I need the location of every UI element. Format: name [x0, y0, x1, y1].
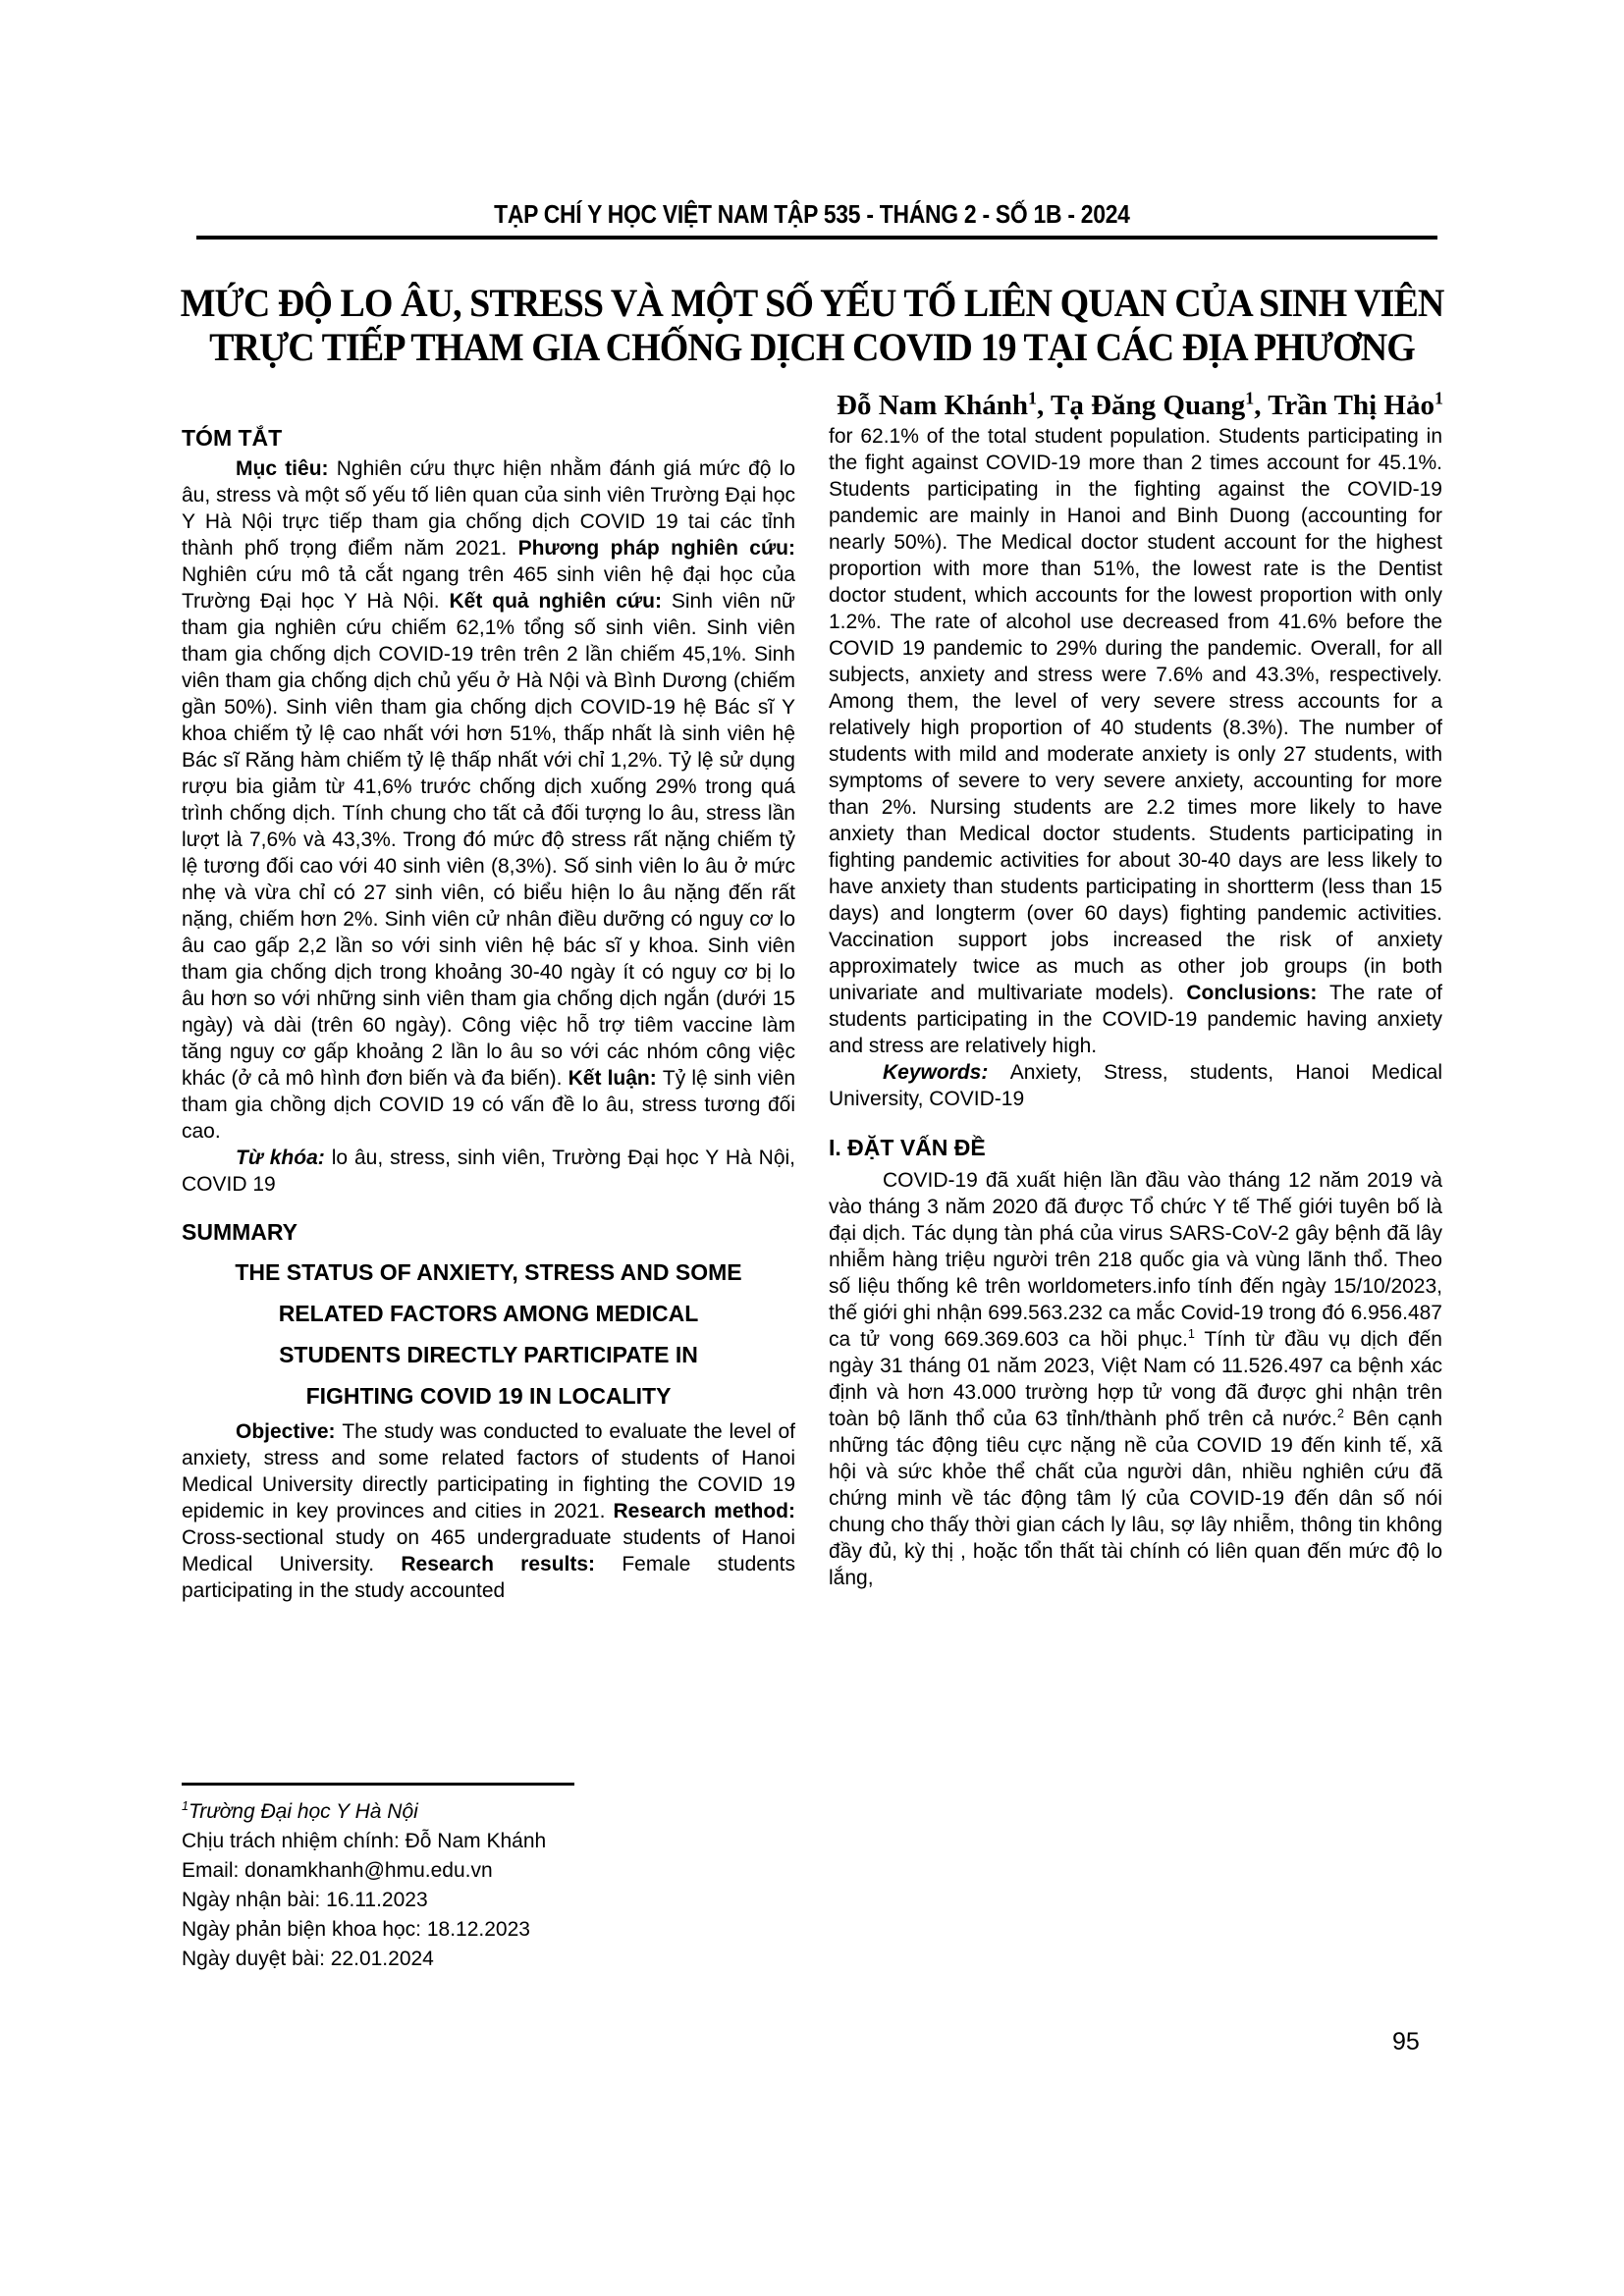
summary-heading: SUMMARY — [182, 1219, 298, 1245]
footnote-line: Chịu trách nhiệm chính: Đỗ Nam Khánh — [182, 1830, 547, 1852]
intro-paragraph: COVID-19 đã xuất hiện lần đầu vào tháng 12 năm 2019 và vào tháng 3 năm 2020 đã được Tổ chức Y tế Thế giới tuyên bố là đại dịch. Tác dụng tàn phá của virus SARS-CoV-2 gây bệnh đã lây nhiễm hàng triệu người trên 218 quốc gia và vùng lãnh thổ. Theo số liệu thống kê trên worldometers.info tính đến ngày 15/10/2023, thế giới ghi nhận 699.563.232 ca mắc Covid-19 trong đó 6.956.487 ca tử vong 669.369.603 ca hồi phục.$^1$ Tính từ đầu vụ dịch đến ngày 31 tháng 01 năm 2023, Việt Nam có 11.526.497 ca bệnh xác định và hơn 43.000 trường hợp tử vong đã được ghi nhận trên toàn bộ lãnh thổ của 63 tỉnh/thành phố trên cả nước.$^2$ Bên cạnh những tác động tiêu cực nặng nề của COVID 19 đến kinh tế, xã hội và sức khỏe thể chất của người dân, nhiều nghiên cứu đã chứng minh về tác động tâm lý của COVID-19 đến dân số nói chung cho thấy thời gian cách ly lâu, sợ lây nhiễm, thông tin không đầy đủ, kỳ thị , hoặc tổn thất tài chính có liên quan đến mức độ lo lắng, — [829, 1169, 1442, 1589]
article-title-line: MỨC ĐỘ LO ÂU, STRESS VÀ MỘT SỐ YẾU TỐ LIÊN QUAN CỦA SINH VIÊN — [180, 281, 1444, 325]
header-rule — [196, 236, 1437, 240]
journal-header — [0, 199, 1624, 230]
right-column — [829, 423, 1442, 1591]
keywords-en: Keywords: Anxiety, Stress, students, Hanoi Medical University, COVID-19 — [829, 1061, 1442, 1110]
abstract-en-part2: for 62.1% of the total student population. Students participating in the fight against COVID-19 more than 2 times account for 45.1%. Students participating in the fighting against the COVID-19 pandemic are mainly in Hanoi and Binh Duong (accounting for nearly 50%). The Medical doctor student account for the highest proportion with more than 51%, the lowest rate is the Dentist doctor student, which accounts for the lowest proportion with only 1.2%. The rate of alcohol use decreased from 41.6% before the COVID 19 pandemic to 29% during the pandemic. Overall, for all subjects, anxiety and stress were 7.6% and 43.3%, respectively. Among them, the level of very severe stress accounts for a relatively high proportion of 40 students (8.3%). The number of students with mild and moderate anxiety is only 27 students, with symptoms of severe to very severe anxiety, accounting for more than 2%. Nursing students are 2.2 times more likely to have anxiety than Medical doctor students. Students participating in fighting pandemic activities for about 30-40 days are less likely to have anxiety than students participating in shortterm (less than 15 days) and longterm (over 60 days) fighting pandemic activities. Vaccination support jobs increased the risk of anxiety approximately twice as much as other job groups (in both univariate and multivariate models). Conclusions: The rate of students participating in the COVID-19 pandemic having anxiety and stress are relatively high. — [829, 425, 1442, 1057]
footnote-line: Ngày phản biện khoa học: 18.12.2023 — [182, 1918, 530, 1941]
summary-title-line: FIGHTING COVID 19 IN LOCALITY — [305, 1383, 672, 1409]
article-title-line: TRỰC TIẾP THAM GIA CHỐNG DỊCH COVID 19 TẠI CÁC ĐỊA PHƯƠNG — [209, 325, 1415, 369]
summary-title-line: STUDENTS DIRECTLY PARTICIPATE IN — [279, 1342, 698, 1367]
footnote-rule — [182, 1783, 574, 1786]
summary-title-line: RELATED FACTORS AMONG MEDICAL — [278, 1301, 699, 1326]
tom-tat-heading: TÓM TẮT — [182, 425, 283, 451]
page-number: 95 — [1392, 2028, 1420, 2056]
summary-title — [182, 1252, 795, 1416]
footnote-line: Ngày duyệt bài: 22.01.2024 — [182, 1948, 434, 1970]
left-column — [182, 423, 795, 1974]
journal-header-text: TẠP CHÍ Y HỌC VIỆT NAM TẬP 535 - THÁNG 2 - SỐ 1B - 2024 — [494, 199, 1130, 229]
footnote-line: Email: donamkhanh@hmu.edu.vn — [182, 1859, 493, 1882]
section-heading-dat-van-de: I. ĐẶT VẤN ĐỀ — [829, 1135, 986, 1160]
keywords-vi: Từ khóa: lo âu, stress, sinh viên, Trường Đại học Y Hà Nội, COVID 19 — [182, 1147, 795, 1196]
footnote — [182, 1783, 795, 1974]
abstract-en-part1: Objective: The study was conducted to evaluate the level of anxiety, stress and some related factors of students of Hanoi Medical University directly participating in fighting the COVID 19 epidemic in key provinces and cities in 2021. Research method: Cross-sectional study on 465 undergraduate students of Hanoi Medical University. Research results: Female students participating in the study accounted — [182, 1420, 795, 1602]
footnote-affiliation: $^1$Trường Đại học Y Hà Nội — [182, 1799, 418, 1823]
footnote-line: Ngày nhận bài: 16.11.2023 — [182, 1889, 428, 1911]
authors-line: Đỗ Nam Khánh$^1$, Tạ Đăng Quang$^1$, Trần Thị Hảo$^1$ — [837, 388, 1443, 421]
footnote-lines — [182, 1827, 795, 1974]
article-title — [40, 281, 1583, 369]
summary-title-line: THE STATUS OF ANXIETY, STRESS AND SOME — [235, 1259, 742, 1285]
abstract-vi-paragraph: Mục tiêu: Nghiên cứu thực hiện nhằm đánh giá mức độ lo âu, stress và một số yếu tố liên quan của sinh viên Trường Đại học Y Hà Nội trực tiếp tham gia chống dịch COVID 19 tai các tỉnh thành phố trọng điểm năm 2021. Phương pháp nghiên cứu: Nghiên cứu mô tả cắt ngang trên 465 sinh viên hệ đại học của Trường Đại học Y Hà Nội. Kết quả nghiên cứu: Sinh viên nữ tham gia nghiên cứu chiếm 62,1% tổng số sinh viên. Sinh viên tham gia chống dịch COVID-19 trên trên 2 lần chiếm 45,1%. Sinh viên tham gia chống dịch chủ yếu ở Hà Nội và Bình Dương (chiếm gần 50%). Sinh viên tham gia chống dịch COVID-19 hệ Bác sĩ Y khoa chiếm tỷ lệ cao nhất với hơn 51%, thấp nhất là sinh viên hệ Bác sĩ Răng hàm chiếm tỷ lệ thấp nhất với chỉ 1,2%. Tỷ lệ sử dụng rượu bia giảm từ 41,6% trước chống dịch xuống 29% trong quá trình chống dịch. Tính chung cho tất cả đối tượng lo âu, stress lần lượt là 7,6% và 43,3%. Trong đó mức độ stress rất nặng chiếm tỷ lệ tương đối cao với 40 sinh viên (8,3%). Số sinh viên lo âu ở mức nhẹ và vừa chỉ có 27 sinh viên, có biểu hiện lo âu nặng đến rất nặng, chiếm hơn 2%. Sinh viên cử nhân điều dưỡng có nguy cơ lo âu cao gấp 2,2 lần so với sinh viên hệ bác sĩ y khoa. Sinh viên tham gia chống dịch trong khoảng 30-40 ngày ít có nguy cơ bị lo âu hơn so với những sinh viên tham gia chống dịch ngắn (dưới 15 ngày) và dài (trên 60 ngày). Công việc hỗ trợ tiêm vaccine làm tăng nguy cơ gấp khoảng 2 lần lo âu so với các nhóm công việc khác (ở cả mô hình đơn biến và đa biến). Kết luận: Tỷ lệ sinh viên tham gia chồng dịch COVID 19 có vấn đề lo âu, stress tương đối cao. — [182, 457, 795, 1143]
